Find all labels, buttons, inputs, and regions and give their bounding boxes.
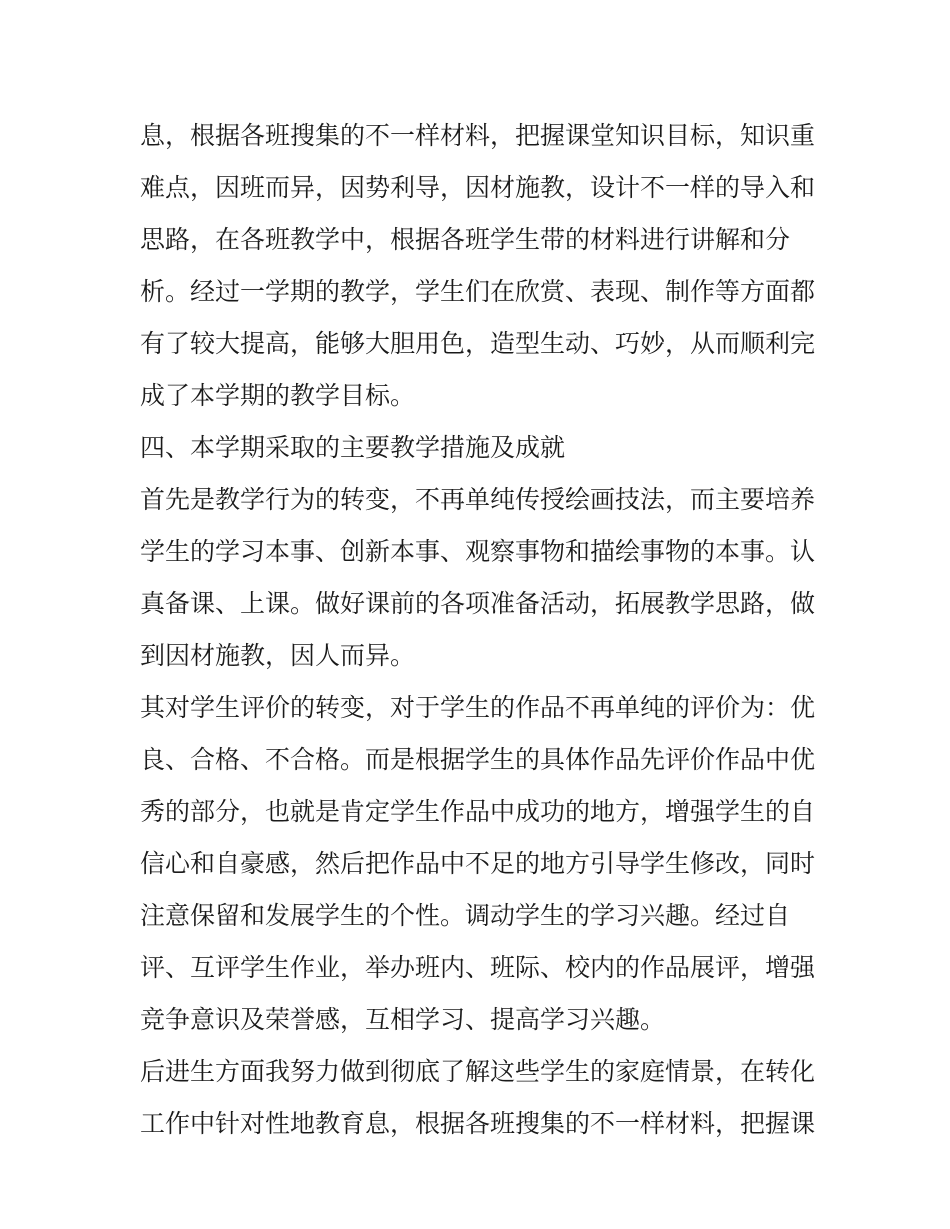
text-line: 息，根据各班搜集的不一样材料，把握课堂知识目标，知识重 [140, 121, 816, 150]
text-line: 学生的学习本事、创新本事、观察事物和描绘事物的本事。认 [140, 537, 816, 566]
text-line: 工作中针对性地教育息，根据各班搜集的不一样材料，把握课 [140, 1109, 816, 1138]
text-line: 析。经过一学期的教学，学生们在欣赏、表现、制作等方面都 [140, 277, 816, 306]
text-line: 思路，在各班教学中，根据各班学生带的材料进行讲解和分 [140, 225, 791, 254]
document-body [140, 110, 830, 1150]
text-line: 有了较大提高，能够大胆用色，造型生动、巧妙，从而顺利完 [140, 329, 816, 358]
text-line: 其对学生评价的转变，对于学生的作品不再单纯的评价为：优 [140, 693, 816, 722]
text-line: 首先是教学行为的转变，不再单纯传授绘画技法，而主要培养 [140, 485, 816, 514]
section-heading: 四、本学期采取的主要教学措施及成就 [140, 433, 566, 462]
text-line: 秀的部分，也就是肯定学生作品中成功的地方，增强学生的自 [140, 797, 816, 826]
text-line: 评、互评学生作业，举办班内、班际、校内的作品展评，增强 [140, 953, 816, 982]
text-line: 良、合格、不合格。而是根据学生的具体作品先评价作品中优 [140, 745, 816, 774]
text-line: 难点，因班而异，因势利导，因材施教，设计不一样的导入和 [140, 173, 816, 202]
text-line: 到因材施教，因人而异。 [140, 641, 416, 670]
text-line: 注意保留和发展学生的个性。调动学生的学习兴趣。经过自 [140, 901, 791, 930]
text-line: 成了本学期的教学目标。 [140, 381, 416, 410]
text-line: 后进生方面我努力做到彻底了解这些学生的家庭情景，在转化 [140, 1057, 816, 1086]
text-line: 信心和自豪感，然后把作品中不足的地方引导学生修改，同时 [140, 849, 816, 878]
text-line: 竞争意识及荣誉感，互相学习、提高学习兴趣。 [140, 1005, 666, 1034]
text-line: 真备课、上课。做好课前的各项准备活动，拓展教学思路，做 [140, 589, 816, 618]
